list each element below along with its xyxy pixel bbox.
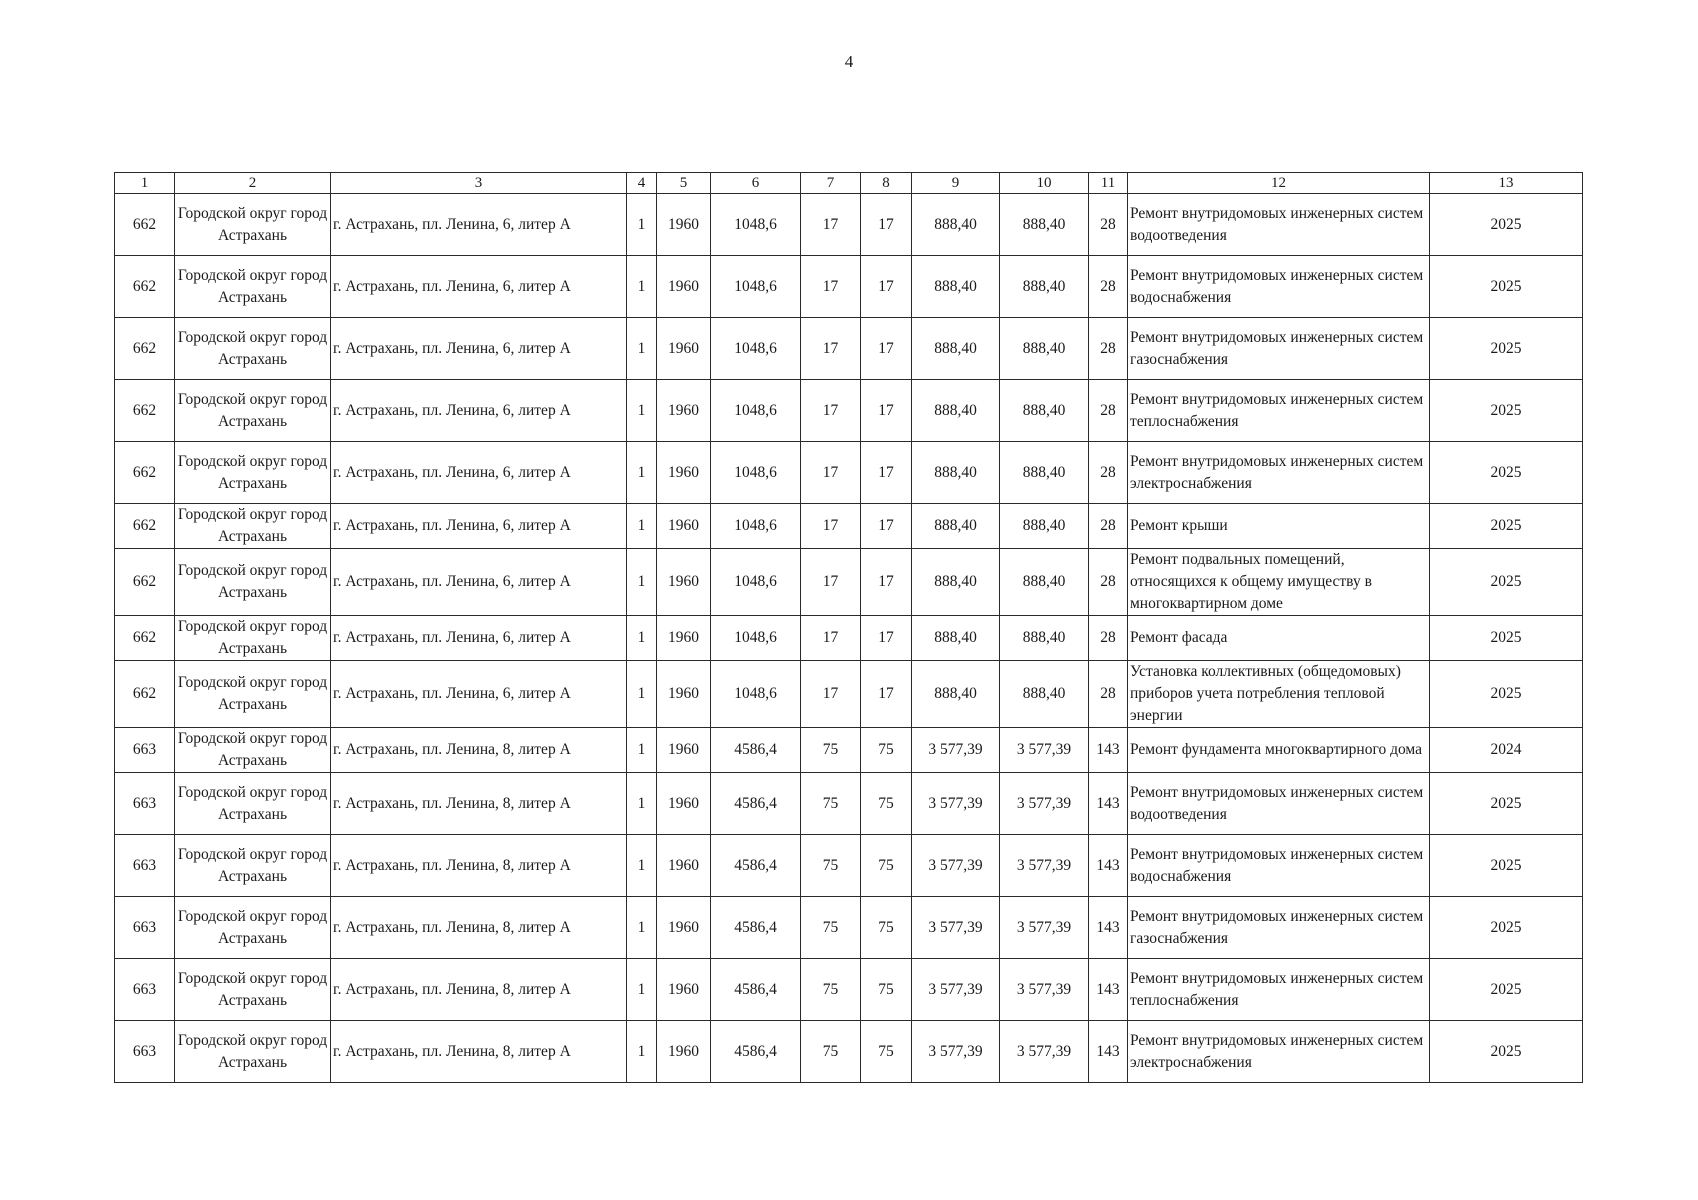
work-type-cell: Ремонт внутридомовых инженерных систем газоснабжения bbox=[1128, 897, 1430, 959]
col9-cell: 888,40 bbox=[912, 380, 1000, 442]
municipality-cell: Городской округ город Астрахань bbox=[175, 1021, 331, 1083]
year-cell: 1960 bbox=[657, 504, 711, 549]
municipality-cell: Городской округ город Астрахань bbox=[175, 256, 331, 318]
col11-cell: 28 bbox=[1089, 549, 1128, 616]
col9-cell: 888,40 bbox=[912, 442, 1000, 504]
work-type-cell: Ремонт внутридомовых инженерных систем водоотведения bbox=[1128, 194, 1430, 256]
address-cell: г. Астрахань, пл. Ленина, 6, литер А bbox=[331, 661, 627, 728]
year-cell: 1960 bbox=[657, 959, 711, 1021]
area-cell: 1048,6 bbox=[711, 380, 801, 442]
col4-cell: 1 bbox=[627, 442, 657, 504]
column-number-header: 6 bbox=[711, 173, 801, 194]
col8-cell: 17 bbox=[861, 504, 912, 549]
work-type-cell: Ремонт внутридомовых инженерных систем водоснабжения bbox=[1128, 835, 1430, 897]
col9-cell: 888,40 bbox=[912, 504, 1000, 549]
year-planned-cell: 2025 bbox=[1430, 959, 1583, 1021]
row-number-cell: 663 bbox=[115, 1021, 175, 1083]
year-cell: 1960 bbox=[657, 835, 711, 897]
year-planned-cell: 2025 bbox=[1430, 835, 1583, 897]
row-number-cell: 663 bbox=[115, 728, 175, 773]
table-row bbox=[115, 194, 1583, 256]
municipality-cell: Городской округ город Астрахань bbox=[175, 194, 331, 256]
column-number-header: 10 bbox=[1000, 173, 1089, 194]
col4-cell: 1 bbox=[627, 1021, 657, 1083]
year-cell: 1960 bbox=[657, 1021, 711, 1083]
col4-cell: 1 bbox=[627, 318, 657, 380]
work-type-cell: Ремонт фундамента многоквартирного дома bbox=[1128, 728, 1430, 773]
year-planned-cell: 2025 bbox=[1430, 897, 1583, 959]
col9-cell: 888,40 bbox=[912, 549, 1000, 616]
year-cell: 1960 bbox=[657, 318, 711, 380]
row-number-cell: 662 bbox=[115, 256, 175, 318]
col11-cell: 28 bbox=[1089, 194, 1128, 256]
col4-cell: 1 bbox=[627, 256, 657, 318]
address-cell: г. Астрахань, пл. Ленина, 6, литер А bbox=[331, 504, 627, 549]
col10-cell: 888,40 bbox=[1000, 256, 1089, 318]
year-planned-cell: 2025 bbox=[1430, 549, 1583, 616]
col9-cell: 3 577,39 bbox=[912, 835, 1000, 897]
column-number-header: 8 bbox=[861, 173, 912, 194]
table-row bbox=[115, 728, 1583, 773]
table-row bbox=[115, 549, 1583, 616]
address-cell: г. Астрахань, пл. Ленина, 8, литер А bbox=[331, 773, 627, 835]
municipality-cell: Городской округ город Астрахань bbox=[175, 504, 331, 549]
row-number-cell: 663 bbox=[115, 897, 175, 959]
column-number-header: 4 bbox=[627, 173, 657, 194]
col11-cell: 28 bbox=[1089, 504, 1128, 549]
col10-cell: 888,40 bbox=[1000, 442, 1089, 504]
col4-cell: 1 bbox=[627, 959, 657, 1021]
area-cell: 1048,6 bbox=[711, 504, 801, 549]
municipality-cell: Городской округ город Астрахань bbox=[175, 835, 331, 897]
address-cell: г. Астрахань, пл. Ленина, 6, литер А bbox=[331, 442, 627, 504]
table-row bbox=[115, 380, 1583, 442]
year-planned-cell: 2025 bbox=[1430, 773, 1583, 835]
year-cell: 1960 bbox=[657, 380, 711, 442]
col4-cell: 1 bbox=[627, 897, 657, 959]
address-cell: г. Астрахань, пл. Ленина, 6, литер А bbox=[331, 616, 627, 661]
year-cell: 1960 bbox=[657, 256, 711, 318]
year-planned-cell: 2025 bbox=[1430, 616, 1583, 661]
year-planned-cell: 2025 bbox=[1430, 194, 1583, 256]
col11-cell: 143 bbox=[1089, 773, 1128, 835]
col10-cell: 3 577,39 bbox=[1000, 897, 1089, 959]
row-number-cell: 662 bbox=[115, 318, 175, 380]
address-cell: г. Астрахань, пл. Ленина, 6, литер А bbox=[331, 549, 627, 616]
col9-cell: 888,40 bbox=[912, 256, 1000, 318]
municipality-cell: Городской округ город Астрахань bbox=[175, 380, 331, 442]
area-cell: 4586,4 bbox=[711, 728, 801, 773]
col7-cell: 75 bbox=[801, 1021, 861, 1083]
column-number-header: 3 bbox=[331, 173, 627, 194]
page-number: 4 bbox=[844, 52, 854, 71]
column-number-row bbox=[115, 173, 1583, 194]
row-number-cell: 662 bbox=[115, 504, 175, 549]
area-cell: 1048,6 bbox=[711, 194, 801, 256]
col9-cell: 3 577,39 bbox=[912, 959, 1000, 1021]
column-number-header: 5 bbox=[657, 173, 711, 194]
address-cell: г. Астрахань, пл. Ленина, 8, литер А bbox=[331, 1021, 627, 1083]
area-cell: 1048,6 bbox=[711, 661, 801, 728]
col11-cell: 143 bbox=[1089, 959, 1128, 1021]
col7-cell: 17 bbox=[801, 504, 861, 549]
col9-cell: 888,40 bbox=[912, 616, 1000, 661]
col10-cell: 888,40 bbox=[1000, 616, 1089, 661]
work-type-cell: Ремонт внутридомовых инженерных систем газоснабжения bbox=[1128, 318, 1430, 380]
col7-cell: 75 bbox=[801, 773, 861, 835]
year-cell: 1960 bbox=[657, 728, 711, 773]
col10-cell: 3 577,39 bbox=[1000, 1021, 1089, 1083]
col7-cell: 75 bbox=[801, 897, 861, 959]
table-row bbox=[115, 318, 1583, 380]
table-row bbox=[115, 442, 1583, 504]
address-cell: г. Астрахань, пл. Ленина, 8, литер А bbox=[331, 959, 627, 1021]
address-cell: г. Астрахань, пл. Ленина, 6, литер А bbox=[331, 256, 627, 318]
work-type-cell: Ремонт внутридомовых инженерных систем водоснабжения bbox=[1128, 256, 1430, 318]
col11-cell: 28 bbox=[1089, 442, 1128, 504]
area-cell: 1048,6 bbox=[711, 549, 801, 616]
address-cell: г. Астрахань, пл. Ленина, 6, литер А bbox=[331, 318, 627, 380]
col8-cell: 17 bbox=[861, 318, 912, 380]
col4-cell: 1 bbox=[627, 504, 657, 549]
row-number-cell: 663 bbox=[115, 773, 175, 835]
col7-cell: 17 bbox=[801, 380, 861, 442]
work-type-cell: Ремонт внутридомовых инженерных систем теплоснабжения bbox=[1128, 380, 1430, 442]
address-cell: г. Астрахань, пл. Ленина, 6, литер А bbox=[331, 380, 627, 442]
col10-cell: 3 577,39 bbox=[1000, 773, 1089, 835]
col9-cell: 3 577,39 bbox=[912, 728, 1000, 773]
program-table bbox=[114, 172, 1583, 1083]
area-cell: 4586,4 bbox=[711, 835, 801, 897]
row-number-cell: 662 bbox=[115, 661, 175, 728]
col8-cell: 75 bbox=[861, 773, 912, 835]
column-number-header: 2 bbox=[175, 173, 331, 194]
col8-cell: 17 bbox=[861, 256, 912, 318]
col8-cell: 75 bbox=[861, 728, 912, 773]
area-cell: 1048,6 bbox=[711, 442, 801, 504]
year-cell: 1960 bbox=[657, 897, 711, 959]
column-number-header: 7 bbox=[801, 173, 861, 194]
column-number-header: 13 bbox=[1430, 173, 1583, 194]
work-type-cell: Ремонт крыши bbox=[1128, 504, 1430, 549]
year-cell: 1960 bbox=[657, 549, 711, 616]
table-body bbox=[115, 194, 1583, 1083]
row-number-cell: 662 bbox=[115, 442, 175, 504]
col8-cell: 17 bbox=[861, 380, 912, 442]
col10-cell: 888,40 bbox=[1000, 318, 1089, 380]
col11-cell: 143 bbox=[1089, 728, 1128, 773]
row-number-cell: 663 bbox=[115, 835, 175, 897]
col10-cell: 888,40 bbox=[1000, 549, 1089, 616]
col8-cell: 17 bbox=[861, 194, 912, 256]
table-row bbox=[115, 835, 1583, 897]
table-row bbox=[115, 959, 1583, 1021]
col4-cell: 1 bbox=[627, 616, 657, 661]
year-planned-cell: 2025 bbox=[1430, 504, 1583, 549]
area-cell: 1048,6 bbox=[711, 318, 801, 380]
area-cell: 4586,4 bbox=[711, 1021, 801, 1083]
col11-cell: 28 bbox=[1089, 661, 1128, 728]
col4-cell: 1 bbox=[627, 194, 657, 256]
municipality-cell: Городской округ город Астрахань bbox=[175, 661, 331, 728]
table-row bbox=[115, 504, 1583, 549]
col8-cell: 17 bbox=[861, 661, 912, 728]
year-planned-cell: 2025 bbox=[1430, 442, 1583, 504]
col10-cell: 888,40 bbox=[1000, 380, 1089, 442]
col11-cell: 28 bbox=[1089, 256, 1128, 318]
municipality-cell: Городской округ город Астрахань bbox=[175, 959, 331, 1021]
area-cell: 4586,4 bbox=[711, 773, 801, 835]
area-cell: 1048,6 bbox=[711, 616, 801, 661]
table-row bbox=[115, 773, 1583, 835]
col7-cell: 17 bbox=[801, 442, 861, 504]
col10-cell: 888,40 bbox=[1000, 194, 1089, 256]
col8-cell: 17 bbox=[861, 549, 912, 616]
municipality-cell: Городской округ город Астрахань bbox=[175, 773, 331, 835]
col11-cell: 28 bbox=[1089, 318, 1128, 380]
col9-cell: 888,40 bbox=[912, 661, 1000, 728]
col11-cell: 28 bbox=[1089, 616, 1128, 661]
table-row bbox=[115, 897, 1583, 959]
table-row bbox=[115, 661, 1583, 728]
col7-cell: 17 bbox=[801, 549, 861, 616]
col7-cell: 75 bbox=[801, 835, 861, 897]
work-type-cell: Ремонт внутридомовых инженерных систем водоотведения bbox=[1128, 773, 1430, 835]
col10-cell: 3 577,39 bbox=[1000, 959, 1089, 1021]
col4-cell: 1 bbox=[627, 728, 657, 773]
col9-cell: 888,40 bbox=[912, 318, 1000, 380]
year-planned-cell: 2025 bbox=[1430, 661, 1583, 728]
col10-cell: 888,40 bbox=[1000, 504, 1089, 549]
col11-cell: 143 bbox=[1089, 897, 1128, 959]
area-cell: 4586,4 bbox=[711, 897, 801, 959]
col11-cell: 143 bbox=[1089, 1021, 1128, 1083]
year-cell: 1960 bbox=[657, 661, 711, 728]
work-type-cell: Ремонт внутридомовых инженерных систем электроснабжения bbox=[1128, 442, 1430, 504]
year-planned-cell: 2025 bbox=[1430, 318, 1583, 380]
year-cell: 1960 bbox=[657, 773, 711, 835]
year-cell: 1960 bbox=[657, 442, 711, 504]
col7-cell: 17 bbox=[801, 318, 861, 380]
work-type-cell: Ремонт фасада bbox=[1128, 616, 1430, 661]
row-number-cell: 663 bbox=[115, 959, 175, 1021]
municipality-cell: Городской округ город Астрахань bbox=[175, 318, 331, 380]
row-number-cell: 662 bbox=[115, 380, 175, 442]
col9-cell: 3 577,39 bbox=[912, 773, 1000, 835]
municipality-cell: Городской округ город Астрахань bbox=[175, 728, 331, 773]
col9-cell: 3 577,39 bbox=[912, 1021, 1000, 1083]
work-type-cell: Установка коллективных (общедомовых) приборов учета потребления тепловой энергии bbox=[1128, 661, 1430, 728]
column-number-header: 1 bbox=[115, 173, 175, 194]
work-type-cell: Ремонт подвальных помещений, относящихся к общему имуществу в многоквартирном доме bbox=[1128, 549, 1430, 616]
address-cell: г. Астрахань, пл. Ленина, 6, литер А bbox=[331, 194, 627, 256]
municipality-cell: Городской округ город Астрахань bbox=[175, 442, 331, 504]
row-number-cell: 662 bbox=[115, 549, 175, 616]
address-cell: г. Астрахань, пл. Ленина, 8, литер А bbox=[331, 835, 627, 897]
municipality-cell: Городской округ город Астрахань bbox=[175, 897, 331, 959]
table-row bbox=[115, 616, 1583, 661]
col7-cell: 75 bbox=[801, 959, 861, 1021]
col10-cell: 3 577,39 bbox=[1000, 728, 1089, 773]
col8-cell: 75 bbox=[861, 897, 912, 959]
col7-cell: 75 bbox=[801, 728, 861, 773]
column-number-header: 11 bbox=[1089, 173, 1128, 194]
table-row bbox=[115, 1021, 1583, 1083]
year-planned-cell: 2024 bbox=[1430, 728, 1583, 773]
work-type-cell: Ремонт внутридомовых инженерных систем теплоснабжения bbox=[1128, 959, 1430, 1021]
municipality-cell: Городской округ город Астрахань bbox=[175, 549, 331, 616]
address-cell: г. Астрахань, пл. Ленина, 8, литер А bbox=[331, 728, 627, 773]
year-cell: 1960 bbox=[657, 616, 711, 661]
year-cell: 1960 bbox=[657, 194, 711, 256]
area-cell: 1048,6 bbox=[711, 256, 801, 318]
col7-cell: 17 bbox=[801, 256, 861, 318]
col8-cell: 75 bbox=[861, 1021, 912, 1083]
address-cell: г. Астрахань, пл. Ленина, 8, литер А bbox=[331, 897, 627, 959]
row-number-cell: 662 bbox=[115, 194, 175, 256]
year-planned-cell: 2025 bbox=[1430, 256, 1583, 318]
col9-cell: 3 577,39 bbox=[912, 897, 1000, 959]
row-number-cell: 662 bbox=[115, 616, 175, 661]
municipality-cell: Городской округ город Астрахань bbox=[175, 616, 331, 661]
col8-cell: 75 bbox=[861, 959, 912, 1021]
col8-cell: 75 bbox=[861, 835, 912, 897]
column-number-header: 12 bbox=[1128, 173, 1430, 194]
col4-cell: 1 bbox=[627, 380, 657, 442]
table-row bbox=[115, 256, 1583, 318]
year-planned-cell: 2025 bbox=[1430, 380, 1583, 442]
col4-cell: 1 bbox=[627, 549, 657, 616]
col11-cell: 28 bbox=[1089, 380, 1128, 442]
area-cell: 4586,4 bbox=[711, 959, 801, 1021]
column-number-header: 9 bbox=[912, 173, 1000, 194]
col9-cell: 888,40 bbox=[912, 194, 1000, 256]
col10-cell: 3 577,39 bbox=[1000, 835, 1089, 897]
year-planned-cell: 2025 bbox=[1430, 1021, 1583, 1083]
work-type-cell: Ремонт внутридомовых инженерных систем электроснабжения bbox=[1128, 1021, 1430, 1083]
col7-cell: 17 bbox=[801, 194, 861, 256]
col7-cell: 17 bbox=[801, 616, 861, 661]
col4-cell: 1 bbox=[627, 661, 657, 728]
col8-cell: 17 bbox=[861, 616, 912, 661]
col11-cell: 143 bbox=[1089, 835, 1128, 897]
col4-cell: 1 bbox=[627, 773, 657, 835]
col7-cell: 17 bbox=[801, 661, 861, 728]
col10-cell: 888,40 bbox=[1000, 661, 1089, 728]
col8-cell: 17 bbox=[861, 442, 912, 504]
col4-cell: 1 bbox=[627, 835, 657, 897]
